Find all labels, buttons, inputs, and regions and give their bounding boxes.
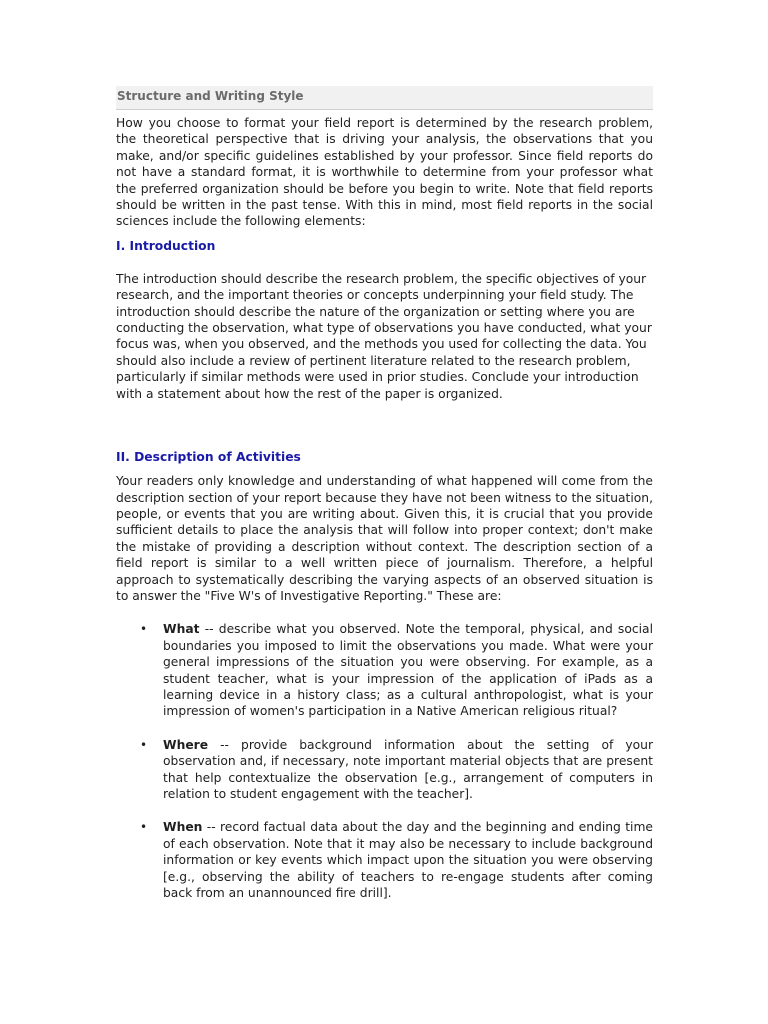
list-item-text: -- provide background information about the setting of your observation and, if necessary, note important material objects that are present that help contextualize the observation [e.g., arrangement of computers in relation to student engagement with the teacher]. (163, 737, 653, 801)
description-body: Your readers only knowledge and understanding of what happened will come from the description section of your report because they have not been witness to the situation, people, or events that you are writing about. Given this, it is crucial that you provide sufficient details to place the analysis that will follow into proper context; don't make the mistake of providing a description without context. The description section of a field report is similar to a well written piece of journalism. Therefore, a helpful approach to systematically describing the varying aspects of an observed situation is to answer the "Five W's of Investigative Reporting." These are: (116, 474, 653, 603)
intro-paragraph: How you choose to format your field report is determined by the research problem, the theoretical perspective that is driving your analysis, the observations that you make, and/or specific guidelines established by your professor. Since field reports do not have a standard format, it is worthwhile to determine from your professor what the preferred organization should be before you begin to write. Note that field reports should be written in the past tense. With this in mind, most field reports in the social sciences include the following elements: (116, 116, 653, 229)
bullet-icon: • (140, 737, 148, 752)
list-item-text: -- record factual data about the day and the beginning and ending time of each observation. Note that it may also be necessary to include background information or key events which impact upon the situation you were observing [e.g., observing the ability of teachers to re-engage students after coming back from an unannounced fire drill]. (163, 820, 653, 901)
introduction-heading: I. Introduction (116, 238, 216, 253)
list-item (116, 621, 653, 719)
description-heading: II. Description of Activities (116, 450, 301, 465)
section-title: Structure and Writing Style (116, 86, 653, 110)
document-page (116, 86, 653, 918)
list-item-term: When (163, 820, 203, 835)
bullet-icon: • (140, 622, 148, 637)
list-item-term: What (163, 622, 200, 637)
list-item (116, 737, 653, 803)
list-item (116, 819, 653, 901)
five-ws-list (116, 621, 653, 901)
list-item-term: Where (163, 737, 209, 752)
bullet-icon: • (140, 820, 148, 835)
introduction-body: The introduction should describe the research problem, the specific objectives of your research, and the important theories or concepts underpinning your field study. The introduction should describe the nature of the organization or setting where you are conducting the observation, what type of observations you have conducted, what your focus was, when you observed, and the methods you used for collecting the data. You should also include a review of pertinent literature related to the research problem, particularly if similar methods were used in prior studies. Conclude your introduction with a statement about how the rest of the paper is organized. (116, 271, 652, 401)
list-item-text: -- describe what you observed. Note the temporal, physical, and social boundaries you imposed to limit the observations you made. What were your general impressions of the situation you were observing. For example, as a student teacher, what is your impression of the application of iPads as a learning device in a history class; as a cultural anthropologist, what is your impression of women's participation in a Native American religious ritual? (163, 622, 653, 719)
